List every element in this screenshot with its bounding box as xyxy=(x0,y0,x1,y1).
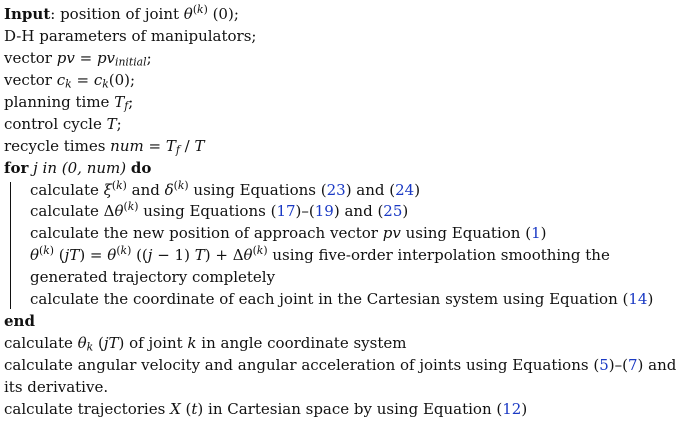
step-delta-theta xyxy=(4,201,689,223)
num-var: num xyxy=(110,136,144,155)
step-interpolation xyxy=(4,245,689,289)
vel-b: ) and its derivative. xyxy=(4,356,677,396)
tk-a: calculate xyxy=(4,334,78,353)
ck-rhs-sub: k xyxy=(102,77,109,91)
vel-a: calculate angular velocity and angular acceleration of joints using Equations ( xyxy=(4,356,600,375)
s2-d: ) xyxy=(402,202,409,221)
control-cycle-end: ; xyxy=(116,114,122,133)
ref-eq-24[interactable]: 24 xyxy=(395,180,415,199)
end-line xyxy=(4,311,689,333)
vector-pv-prefix: vector xyxy=(4,48,57,67)
for-keyword: for xyxy=(4,158,29,177)
ref-eq-19[interactable]: 19 xyxy=(314,202,334,221)
tr-b: in Cartesian space by using Equation ( xyxy=(203,399,503,418)
input-text: : position of joint xyxy=(50,5,184,23)
ck-var: c xyxy=(56,70,66,89)
tr-a: calculate trajectories xyxy=(4,399,171,418)
ck-eq: = xyxy=(71,70,94,89)
s1-a: calculate xyxy=(30,180,104,199)
pv-rhs-sub: initial xyxy=(115,55,147,69)
control-cycle-line xyxy=(4,114,689,136)
theta-joint-math: $\theta^{(k)}$ (0); xyxy=(183,3,239,23)
ck-sub: k xyxy=(65,77,72,91)
velocity-line xyxy=(4,355,689,399)
num-numerator: T xyxy=(165,136,176,155)
do-keyword: do xyxy=(130,158,152,177)
ref-eq-23[interactable]: 23 xyxy=(326,180,346,199)
num-denominator: T xyxy=(194,136,205,155)
ref-eq-25[interactable]: 25 xyxy=(383,202,403,221)
t-var: T xyxy=(106,114,117,133)
vector-ck-line xyxy=(4,70,689,92)
delta-theta-math: $\Delta\theta^{(k)}$ xyxy=(103,200,139,221)
ref-eq-17[interactable]: 17 xyxy=(276,202,296,221)
tk-b: of joint xyxy=(124,334,188,353)
pv-end: ; xyxy=(146,48,152,67)
s3-pv-var: pv xyxy=(382,224,401,243)
pv-rhs: pv xyxy=(96,48,116,67)
ref-eq-7[interactable]: 7 xyxy=(627,356,638,375)
s2-dash: )–( xyxy=(295,202,315,221)
planning-time-prefix: planning time xyxy=(4,92,115,111)
theta-k-line xyxy=(4,333,689,355)
ck-rhs-arg: (0); xyxy=(108,70,136,89)
ref-eq-14[interactable]: 14 xyxy=(628,290,648,309)
step-approach-vector xyxy=(4,223,689,245)
s2-c: ) and ( xyxy=(333,202,384,221)
s3-c: ) xyxy=(540,224,547,243)
theta-update-math: $\theta^{(k)}$ $(jT) = \theta^{(k)}$ ((j − 1) $T) + \Delta\theta^{(k)}$ xyxy=(30,244,268,265)
ref-eq-5[interactable]: 5 xyxy=(599,356,609,375)
s1-c: using Equations ( xyxy=(188,180,327,199)
vector-pv-line xyxy=(4,48,689,70)
s1-b: and xyxy=(126,180,165,199)
s4-rest: using five-order interpolation smoothing the generated trajectory completely xyxy=(30,246,610,287)
num-eq: = xyxy=(143,136,166,155)
for-line xyxy=(4,158,689,180)
s2-a: calculate xyxy=(30,202,104,221)
control-cycle-prefix: control cycle xyxy=(4,114,107,133)
planning-time-end: ; xyxy=(128,92,134,111)
tk-c: in angle coordinate system xyxy=(196,334,407,353)
pv-var: pv xyxy=(56,48,75,67)
theta-k-math: $\theta_k$ (jT) xyxy=(77,334,125,354)
s5-b: ) xyxy=(647,290,654,309)
trajectories-line xyxy=(4,399,689,421)
vector-ck-prefix: vector xyxy=(4,70,57,89)
input-label: Input xyxy=(4,5,51,23)
loop-condition: j in (0, num) xyxy=(28,158,131,177)
s2-b: using Equations ( xyxy=(138,202,277,221)
num-numerator-sub: f xyxy=(175,143,180,157)
num-div: / xyxy=(179,136,195,155)
tr-c: ) xyxy=(521,399,528,418)
pv-eq: = xyxy=(74,48,97,67)
ref-eq-1[interactable]: 1 xyxy=(531,224,541,243)
ref-eq-12[interactable]: 12 xyxy=(502,399,522,418)
recycle-times-line xyxy=(4,136,689,158)
end-keyword: end xyxy=(4,312,35,331)
loop-body-bar xyxy=(10,182,11,310)
input-line xyxy=(4,4,689,26)
x-t-math: X (t) xyxy=(170,399,204,418)
planning-time-line xyxy=(4,92,689,114)
s5-a: calculate the coordinate of each joint in the Cartesian system using Equation ( xyxy=(30,290,629,309)
vel-dash: )–( xyxy=(608,356,628,375)
s1-e: ) xyxy=(414,180,421,199)
tk-var: k xyxy=(187,334,197,353)
step-xi-delta xyxy=(4,180,689,202)
s3-a: calculate the new position of approach vector xyxy=(30,224,383,243)
xi-math: $\xi^{(k)}$ xyxy=(103,178,127,199)
tf-sub: f xyxy=(124,99,129,113)
delta-math: $\delta^{(k)}$ xyxy=(164,178,189,199)
recycle-times-prefix: recycle times xyxy=(4,136,111,155)
step-cartesian-coords xyxy=(4,289,689,311)
loop-body xyxy=(4,180,689,312)
tf-var: T xyxy=(114,92,125,111)
s3-b: using Equation ( xyxy=(400,224,532,243)
dh-params-line: D-H parameters of manipulators; xyxy=(4,26,257,45)
s1-d: ) and ( xyxy=(345,180,396,199)
ck-rhs: c xyxy=(93,70,103,89)
